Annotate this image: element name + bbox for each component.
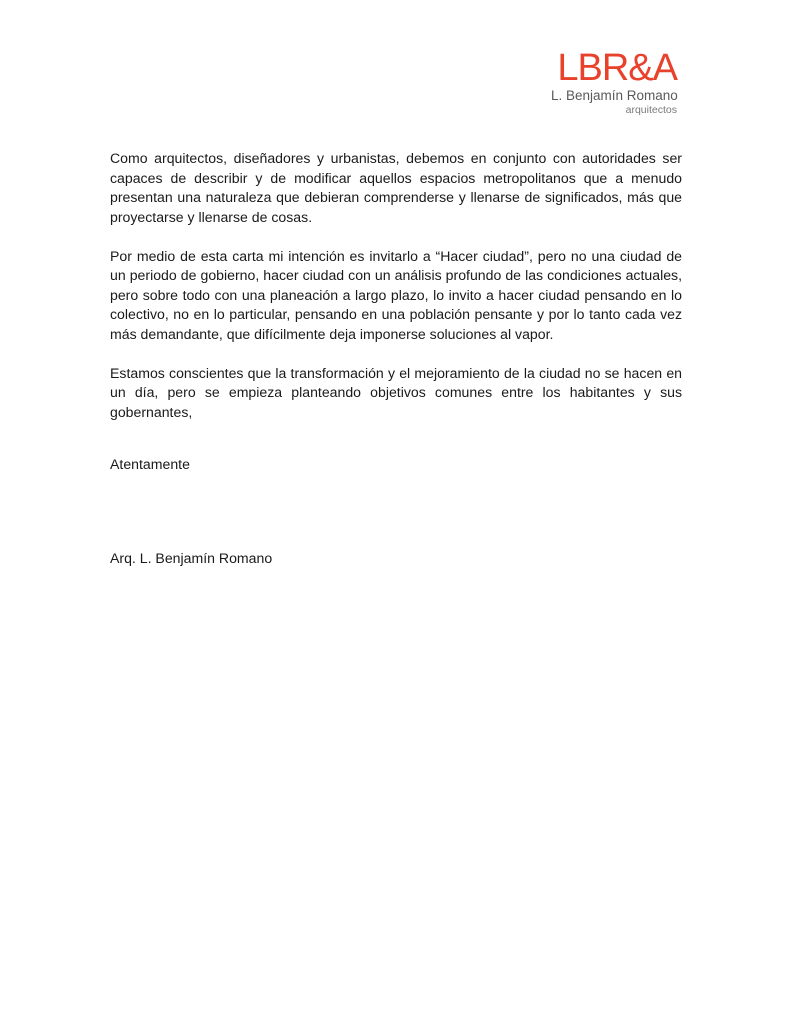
- logo-subtitle: arquitectos: [625, 104, 677, 116]
- letter-signature: Arq. L. Benjamín Romano: [110, 550, 273, 566]
- letter-paragraph-2: Por medio de esta carta mi intención es invitarlo a “Hacer ciudad”, pero no una ciudad de un periodo de gobierno, hacer ciudad con un análisis profundo de las condiciones actuales, pero sobre todo con una planeación a largo plazo, lo invito a hacer ciudad pensando en lo colectivo, no en lo particular, pensando en una población pensante y por lo tanto cada vez más demandante, que difícilmente deja imponerse soluciones al vapor.: [110, 247, 682, 342]
- letter-body: [110, 149, 682, 442]
- company-logo: [551, 47, 678, 116]
- letter-paragraph-3: Estamos conscientes que la transformación y el mejoramiento de la ciudad no se hacen en un día, pero se empieza planteando objetivos comunes entre los habitantes y sus gobernantes,: [110, 364, 682, 420]
- logo-name: L. Benjamín Romano: [551, 88, 678, 103]
- letter-paragraph-1: Como arquitectos, diseñadores y urbanistas, debemos en conjunto con autoridades ser capaces de describir y de modificar aquellos espacios metropolitanos que a menudo presentan una naturaleza que debieran comprenderse y llenarse de significados, más que proyectarse y llenarse de cosas.: [110, 150, 682, 225]
- logo-mark: LBR&A: [557, 47, 677, 89]
- letter-closing: Atentamente: [110, 456, 190, 472]
